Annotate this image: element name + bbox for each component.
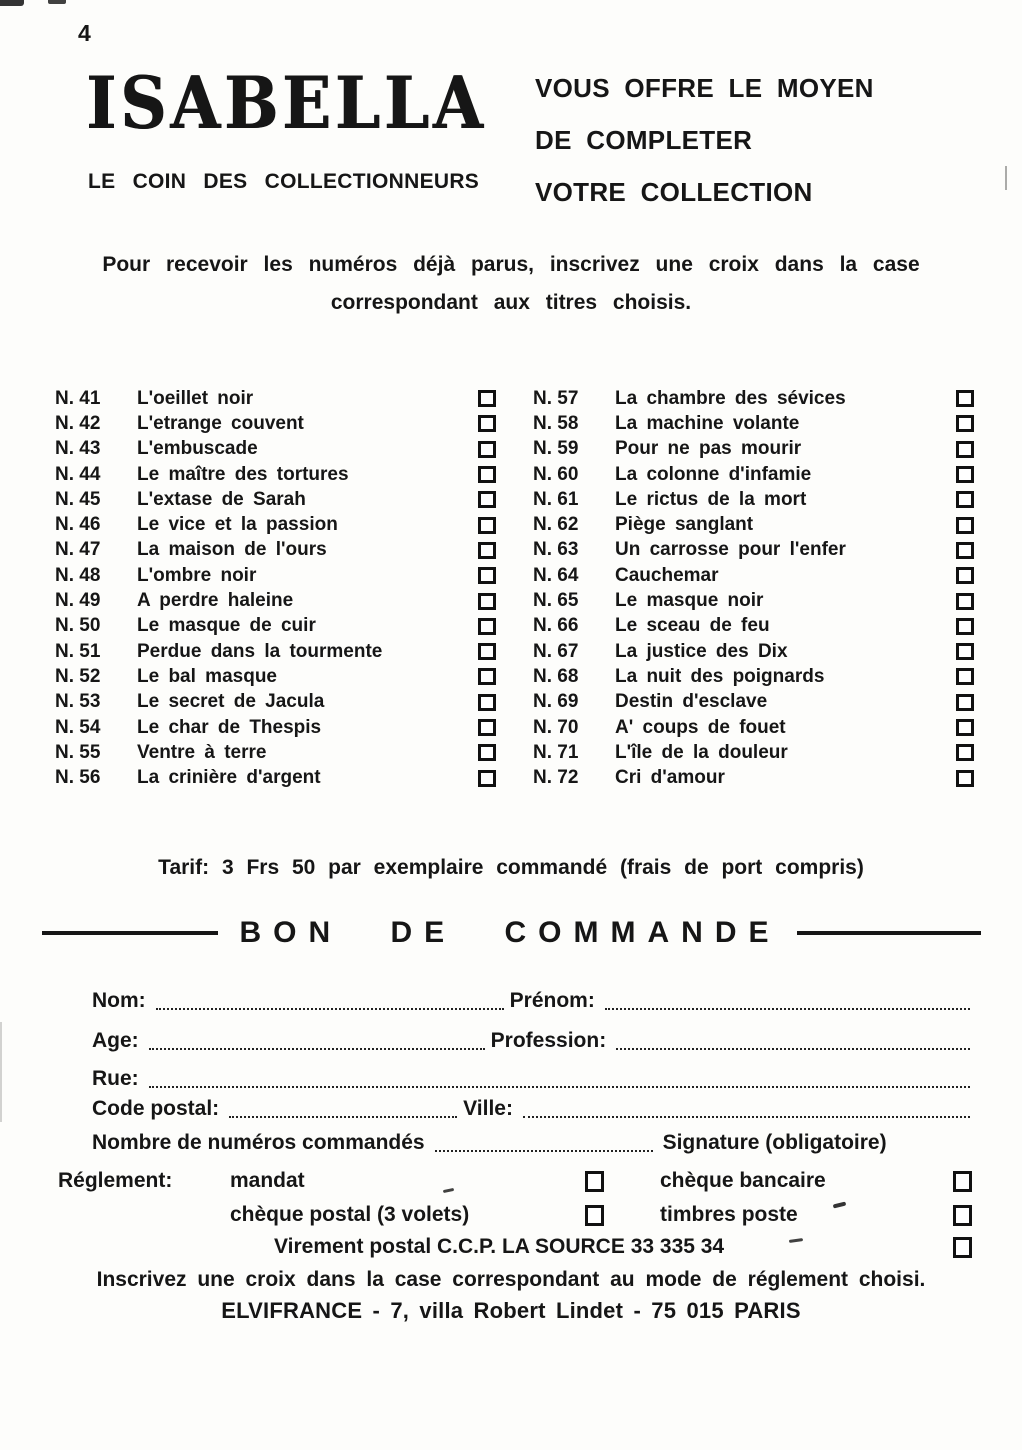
issue-checkbox[interactable] [478, 694, 496, 711]
issue-title: Le masque noir [615, 590, 764, 612]
form-row-quantite [92, 1128, 976, 1155]
issue-number: N. 41 [55, 387, 101, 409]
issue-title: La crinière d'argent [137, 767, 321, 789]
issue-title: La nuit des poignards [615, 665, 825, 687]
issue-checkbox[interactable] [478, 593, 496, 610]
header-tagline [535, 66, 975, 222]
collectors-corner-heading: LE COIN DES COLLECTIONNEURS [88, 170, 480, 193]
issue-number: N. 46 [55, 514, 101, 536]
issue-title: La machine volante [615, 412, 800, 434]
cheque-postal-checkbox[interactable] [585, 1205, 604, 1226]
profession-field[interactable] [616, 1028, 970, 1050]
issue-title: Le masque de cuir [137, 615, 316, 637]
catalog-row [55, 386, 498, 411]
form-row-nom [92, 986, 976, 1013]
catalog-row [55, 512, 498, 537]
issue-number: N. 54 [55, 716, 101, 738]
issue-number: N. 62 [533, 514, 579, 536]
rue-field[interactable] [149, 1066, 970, 1088]
payment-row-2 [58, 1202, 976, 1228]
issue-title: Cri d'amour [615, 767, 725, 789]
issue-number: N. 47 [55, 539, 101, 561]
catalog-row [55, 538, 498, 563]
issue-number: N. 59 [533, 438, 579, 460]
tagline-line: VOUS OFFRE LE MOYEN [535, 73, 874, 103]
issue-checkbox[interactable] [956, 390, 974, 407]
age-label: Age: [92, 1029, 139, 1052]
form-row-age [92, 1026, 976, 1053]
issue-number: N. 56 [55, 767, 101, 789]
issue-number: N. 60 [533, 463, 579, 485]
issue-checkbox[interactable] [478, 441, 496, 458]
issue-title: Le bal masque [137, 665, 277, 687]
nom-label: Nom: [92, 989, 146, 1012]
catalog-row [55, 487, 498, 512]
issue-number: N. 57 [533, 387, 579, 409]
issue-checkbox[interactable] [956, 517, 974, 534]
issue-checkbox[interactable] [956, 491, 974, 508]
issue-title: Le char de Thespis [137, 716, 322, 738]
issue-number: N. 43 [55, 438, 101, 460]
nombre-field[interactable] [435, 1130, 653, 1152]
issue-checkbox[interactable] [478, 770, 496, 787]
nombre-label: Nombre de numéros commandés [92, 1131, 425, 1154]
issue-title: Le secret de Jacula [137, 691, 325, 713]
payment-instruction-note: Inscrivez une croix dans la case correspondant au mode de réglement choisi. [96, 1268, 926, 1291]
issue-checkbox[interactable] [478, 744, 496, 761]
issue-title: L'oeillet noir [137, 387, 254, 409]
catalog-row [55, 639, 498, 664]
issue-number: N. 55 [55, 741, 101, 763]
issue-number: N. 50 [55, 615, 101, 637]
issue-title: Perdue dans la tourmente [137, 640, 383, 662]
issue-title: Le vice et la passion [137, 514, 338, 536]
instructions-line: Pour recevoir les numéros déjà parus, inscrivez une croix dans la case [102, 253, 920, 276]
issue-title: Le rictus de la mort [615, 488, 807, 510]
catalog-row [55, 462, 498, 487]
issue-number: N. 66 [533, 615, 579, 637]
cheque-bancaire-label: chèque bancaire [660, 1169, 826, 1192]
issue-checkbox[interactable] [956, 618, 974, 635]
catalog-row [533, 487, 976, 512]
catalog-row [55, 437, 498, 462]
catalog-row [55, 690, 498, 715]
mandat-checkbox[interactable] [585, 1171, 604, 1192]
issue-number: N. 63 [533, 539, 579, 561]
issue-number: N. 64 [533, 564, 579, 586]
catalog-row [533, 740, 976, 765]
issue-title: A' coups de fouet [615, 716, 786, 738]
heading-rule-left [42, 931, 218, 935]
issue-checkbox[interactable] [956, 744, 974, 761]
issue-checkbox[interactable] [478, 542, 496, 559]
issue-checkbox[interactable] [956, 466, 974, 483]
issue-checkbox[interactable] [956, 593, 974, 610]
issue-number: N. 67 [533, 640, 579, 662]
age-field[interactable] [149, 1028, 485, 1050]
catalog-row [533, 411, 976, 436]
issue-checkbox[interactable] [956, 542, 974, 559]
issue-checkbox[interactable] [478, 668, 496, 685]
issue-title: Cauchemar [615, 564, 719, 586]
issue-checkbox[interactable] [478, 390, 496, 407]
payment-row-3 [58, 1234, 976, 1260]
tagline-line: DE COMPLETER [535, 125, 753, 155]
issue-number: N. 68 [533, 665, 579, 687]
catalog-row [55, 740, 498, 765]
code-postal-label: Code postal: [92, 1097, 220, 1120]
issue-number: N. 61 [533, 488, 579, 510]
heading-rule-right [797, 931, 981, 935]
catalog-row [55, 614, 498, 639]
issue-title: La chambre des sévices [615, 387, 846, 409]
issue-checkbox[interactable] [478, 415, 496, 432]
issue-number: N. 52 [55, 665, 101, 687]
instructions-line: correspondant aux titres choisis. [330, 291, 692, 314]
issue-title: Pour ne pas mourir [615, 438, 802, 460]
issue-number: N. 45 [55, 488, 101, 510]
catalog-row [533, 765, 976, 790]
catalog-row [533, 563, 976, 588]
issue-checkbox[interactable] [956, 441, 974, 458]
issue-title: Le maître des tortures [137, 463, 349, 485]
issue-checkbox[interactable] [478, 618, 496, 635]
issue-checkbox[interactable] [956, 719, 974, 736]
nom-field[interactable] [156, 988, 504, 1010]
timbres-poste-label: timbres poste [660, 1203, 798, 1226]
catalog-column-right [533, 386, 976, 791]
issue-number: N. 42 [55, 412, 101, 434]
issue-title: Un carrosse pour l'enfer [615, 539, 846, 561]
issue-checkbox[interactable] [956, 668, 974, 685]
prenom-label: Prénom: [509, 989, 595, 1012]
issue-number: N. 48 [55, 564, 101, 586]
catalog-row [55, 664, 498, 689]
catalog-row [533, 664, 976, 689]
catalog-row [533, 386, 976, 411]
catalog-row [55, 715, 498, 740]
issue-title: Ventre à terre [137, 741, 267, 763]
isabella-logo: ISABELLA [86, 62, 487, 146]
issue-title: L'extase de Sarah [137, 488, 306, 510]
issue-number: N. 71 [533, 741, 579, 763]
issue-number: N. 65 [533, 590, 579, 612]
issue-number: N. 44 [55, 463, 101, 485]
reglement-label: Réglement: [58, 1169, 173, 1192]
mandat-label: mandat [230, 1169, 305, 1192]
signature-label: Signature (obligatoire) [662, 1131, 887, 1154]
form-row-code-postal [92, 1094, 976, 1121]
issue-title: La colonne d'infamie [615, 463, 812, 485]
form-row-rue [92, 1064, 976, 1091]
catalog-row [533, 512, 976, 537]
rue-label: Rue: [92, 1067, 139, 1090]
issue-number: N. 70 [533, 716, 579, 738]
issue-checkbox[interactable] [478, 517, 496, 534]
issue-checkbox[interactable] [478, 567, 496, 584]
issue-checkbox[interactable] [478, 719, 496, 736]
catalog-row [533, 538, 976, 563]
cheque-bancaire-checkbox[interactable] [953, 1171, 972, 1192]
catalog-row [55, 765, 498, 790]
ville-field[interactable] [523, 1096, 970, 1118]
virement-checkbox[interactable] [953, 1237, 972, 1258]
issue-title: La justice des Dix [615, 640, 788, 662]
page-number: 4 [78, 20, 91, 46]
issue-title: La maison de l'ours [137, 539, 327, 561]
issue-title: L'etrange couvent [137, 412, 304, 434]
scan-artifact [0, 1022, 2, 1122]
issue-number: N. 72 [533, 767, 579, 789]
prenom-field[interactable] [605, 988, 970, 1010]
issue-checkbox[interactable] [956, 567, 974, 584]
catalog-row [533, 715, 976, 740]
scan-artifact [0, 0, 24, 6]
catalog-row [55, 411, 498, 436]
issue-number: N. 53 [55, 691, 101, 713]
profession-label: Profession: [490, 1029, 607, 1052]
order-form-title: BON DE COMMANDE [239, 916, 781, 949]
timbres-poste-checkbox[interactable] [953, 1205, 972, 1226]
order-form-heading [0, 916, 1022, 950]
catalog-row [533, 690, 976, 715]
virement-label: Virement postal C.C.P. LA SOURCE 33 335 34 [274, 1235, 725, 1258]
issue-checkbox[interactable] [956, 770, 974, 787]
catalog-row [55, 588, 498, 613]
catalog-row [533, 437, 976, 462]
catalog-column-left [55, 386, 498, 791]
issue-checkbox[interactable] [478, 643, 496, 660]
scan-artifact [48, 0, 66, 4]
cheque-postal-label: chèque postal (3 volets) [230, 1203, 470, 1226]
publisher-address: ELVIFRANCE - 7, villa Robert Lindet - 75 015 PARIS [221, 1298, 801, 1323]
issue-title: L'ombre noir [137, 564, 257, 586]
issue-title: Destin d'esclave [615, 691, 768, 713]
tagline-line: VOTRE COLLECTION [535, 177, 813, 207]
issue-checkbox[interactable] [478, 491, 496, 508]
issue-checkbox[interactable] [956, 415, 974, 432]
catalog-row [533, 639, 976, 664]
issue-number: N. 51 [55, 640, 101, 662]
issue-title: A perdre haleine [137, 590, 294, 612]
issue-checkbox[interactable] [478, 466, 496, 483]
issue-number: N. 49 [55, 590, 101, 612]
ville-label: Ville: [463, 1097, 513, 1120]
issue-title: L'île de la douleur [615, 741, 788, 763]
issue-title: Piège sanglant [615, 514, 754, 536]
issue-title: Le sceau de feu [615, 615, 770, 637]
issue-checkbox[interactable] [956, 643, 974, 660]
code-postal-field[interactable] [229, 1096, 457, 1118]
tariff-line: Tarif: 3 Frs 50 par exemplaire commandé (frais de port compris) [158, 856, 864, 879]
catalog-row [55, 563, 498, 588]
catalog-row [533, 462, 976, 487]
issue-number: N. 69 [533, 691, 579, 713]
catalog-row [533, 588, 976, 613]
payment-row-1 [58, 1168, 976, 1194]
catalog-row [533, 614, 976, 639]
issue-title: L'embuscade [137, 438, 258, 460]
scan-artifact [1005, 166, 1007, 190]
instructions-paragraph [0, 246, 1022, 322]
issue-number: N. 58 [533, 412, 579, 434]
issue-checkbox[interactable] [956, 694, 974, 711]
